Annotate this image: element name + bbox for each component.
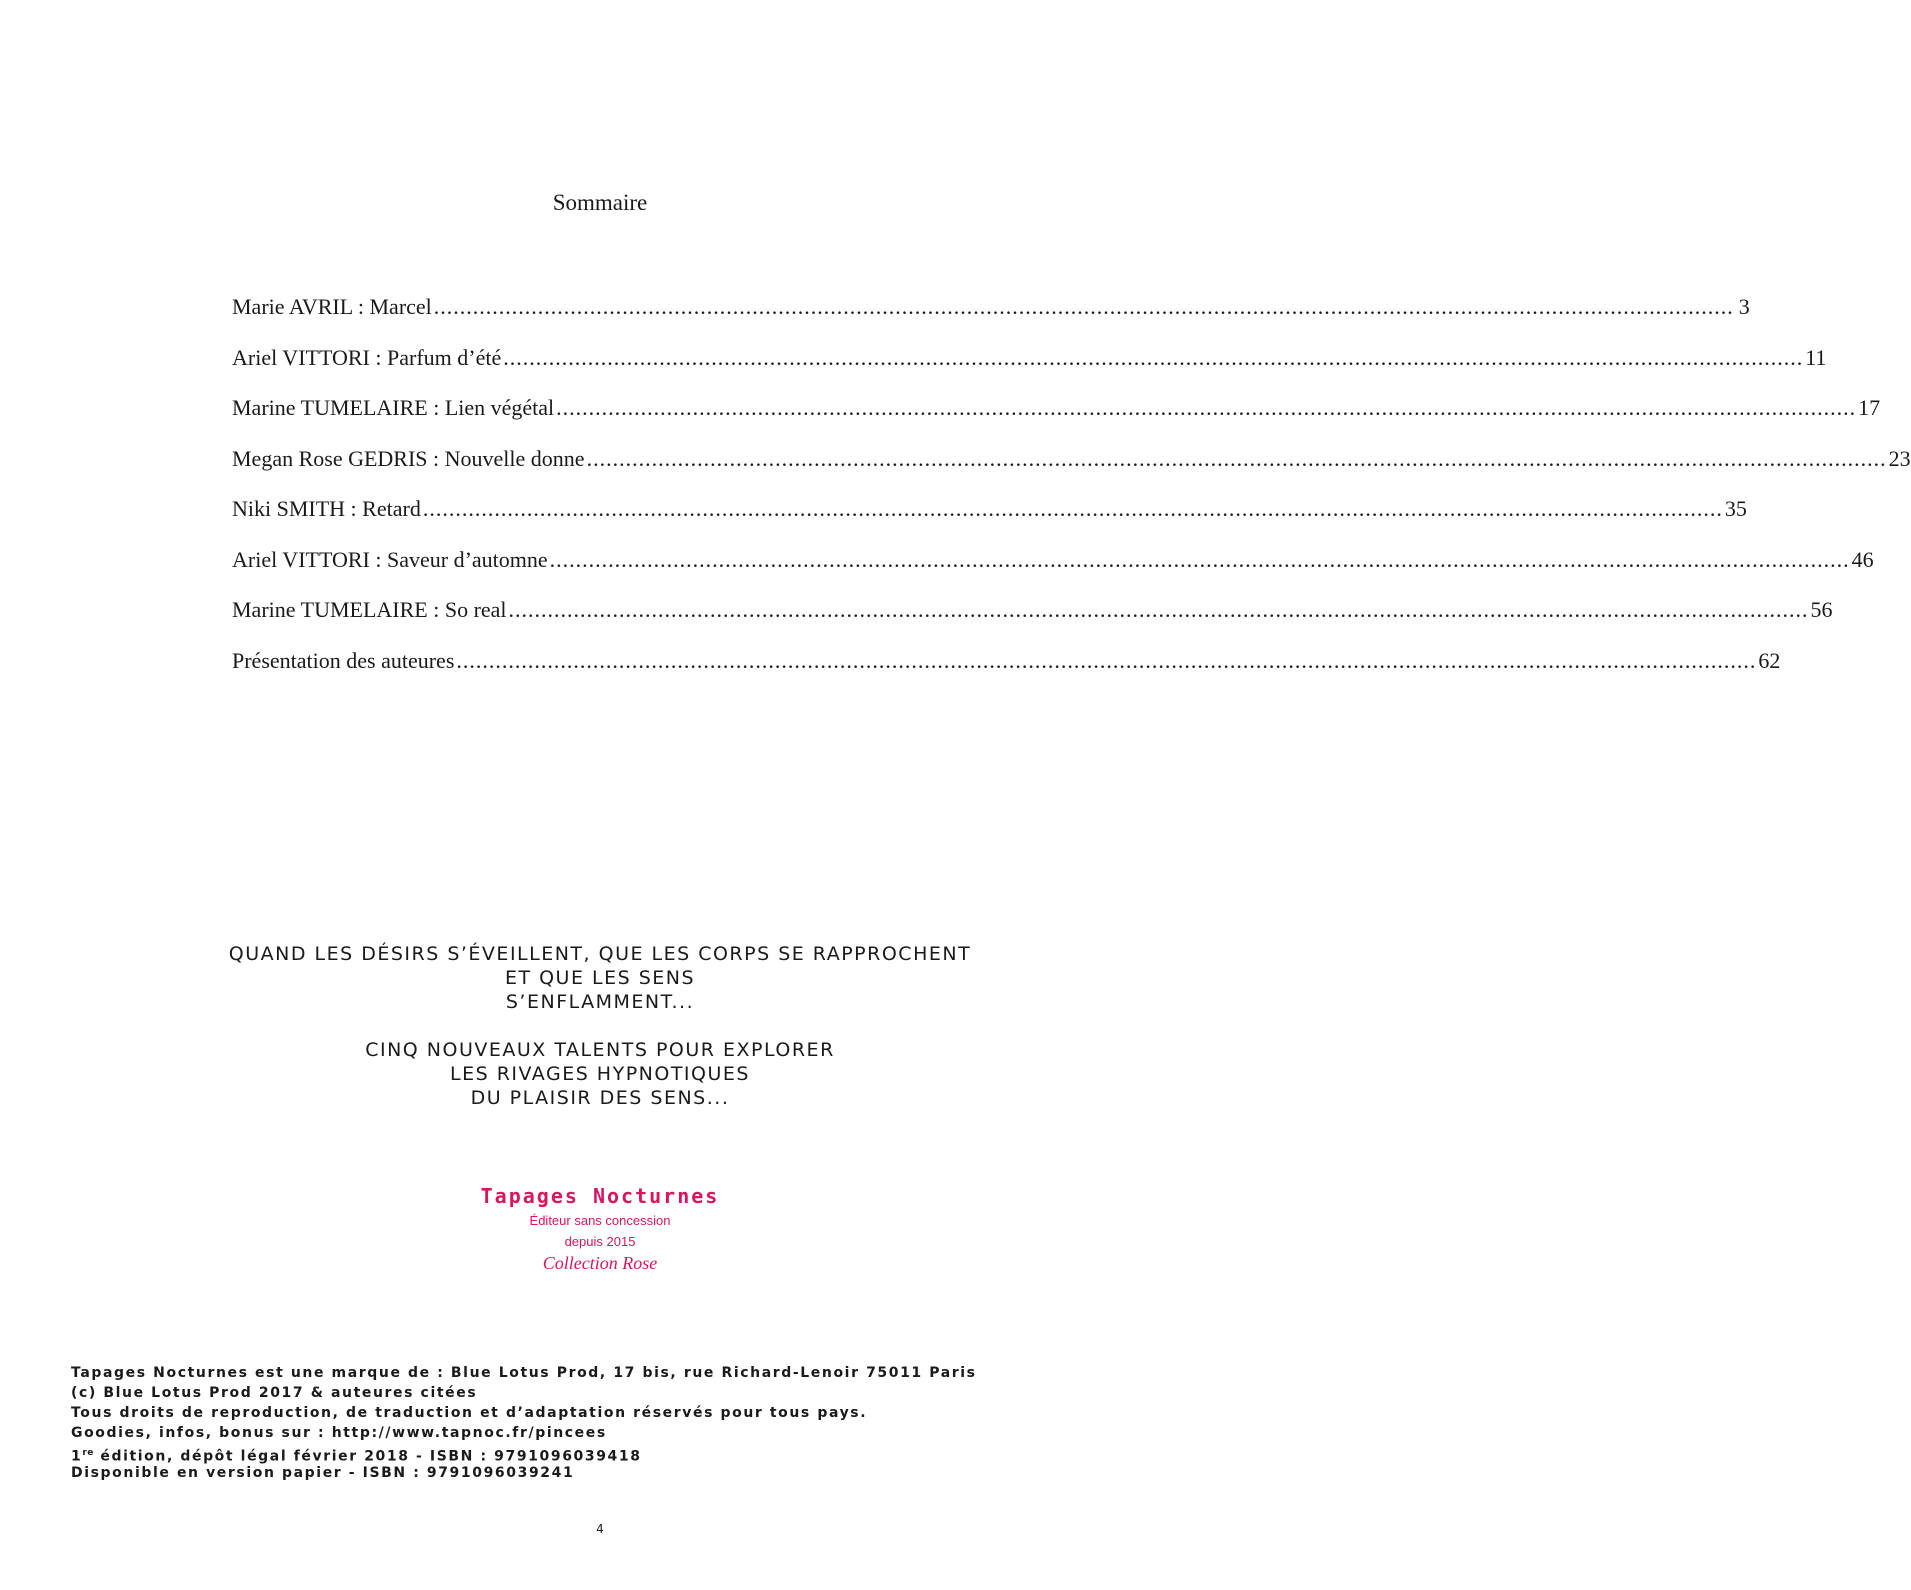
legal-notice [71,1363,1131,1483]
legal-line-website: Goodies, infos, bonus sur : http://www.tapnoc.fr/pincees [71,1425,607,1441]
toc-entry-page: 35 [1724,496,1747,521]
edition-ordinal: re [82,1448,94,1458]
toc-dot-leader: ........................................................................................................................................................................................................ [503,344,1804,370]
toc-entry-label: Présentation des auteures [232,647,455,673]
toc-entry-label: Niki SMITH : Retard [232,496,421,521]
toc-entry [232,445,1911,497]
toc-entry-label: Marine TUMELAIRE : Lien végétal [232,395,555,420]
toc-entry-page: 23 [1888,445,1911,471]
publisher-tagline: Éditeur sans concession [529,1213,671,1228]
toc-entry-page: 17 [1858,395,1881,420]
tagline-line: DU PLAISIR DES SENS... [470,1087,730,1109]
toc-dot-leader: ........................................................................................................................................................................................................ [556,395,1857,420]
legal-line-copyright: (c) Blue Lotus Prod 2017 & auteures citées [71,1385,478,1401]
toc-dot-leader: ........................................................................................................................................................................................................ [549,546,1850,572]
toc-entry-page: 56 [1810,597,1833,622]
toc-entry [232,344,1827,396]
tagline-line: LES RIVAGES HYPNOTIQUES [450,1063,750,1085]
toc-title: Sommaire [552,190,648,215]
toc-entry-page: 62 [1758,647,1781,673]
page-number: 4 [596,1522,604,1536]
tagline-line: CINQ NOUVEAUX TALENTS POUR EXPLORER [365,1039,835,1061]
tagline-block-1 [0,942,1200,1014]
toc-dot-leader: ........................................................................................................................................................................................................ [586,445,1887,471]
toc-entry [232,294,1750,345]
publisher-name: Tapages Nocturnes [480,1184,720,1208]
toc-entry-page: 3 [1738,294,1750,319]
publisher-logo-block [0,1184,1200,1274]
edition-details: édition, dépôt légal février 2018 - ISBN : 9791096039418 [93,1448,642,1465]
toc-entry [232,546,1874,598]
toc-entry [232,647,1781,699]
toc-entry-label: Megan Rose GEDRIS : Nouvelle donne [232,445,585,471]
legal-line-paper-isbn: Disponible en version papier - ISBN : 9791096039241 [71,1465,575,1481]
toc-dot-leader: ........................................................................................................................................................................................................ [422,496,1723,521]
toc-dot-leader: ........................................................................................................................................................................................................ [456,647,1757,673]
table-of-contents [232,294,1911,698]
edition-number: 1 [71,1448,83,1465]
toc-entry [232,395,1881,446]
toc-entry-label: Marine TUMELAIRE : So real [232,597,507,622]
legal-line-edition [71,1443,1131,1463]
tagline-line: QUAND LES DÉSIRS S’ÉVEILLENT, QUE LES CORPS SE RAPPROCHENT [228,943,972,965]
tagline-line: ET QUE LES SENS [504,967,696,989]
toc-entry-page: 11 [1805,344,1827,370]
toc-entry-label: Ariel VITTORI : Parfum d’été [232,344,502,370]
toc-entry [232,496,1747,547]
toc-entry [232,597,1833,648]
toc-entry-label: Marie AVRIL : Marcel [232,294,432,319]
toc-dot-leader: ........................................................................................................................................................................................................ [508,597,1809,622]
toc-entry-label: Ariel VITTORI : Saveur d’automne [232,546,548,572]
toc-entry-page: 46 [1851,546,1874,572]
publisher-since: depuis 2015 [564,1234,636,1249]
legal-line-publisher: Tapages Nocturnes est une marque de : Blue Lotus Prod, 17 bis, rue Richard-Lenoir 75011 Paris [71,1365,977,1381]
tagline-block-2 [0,1038,1200,1110]
legal-line-rights: Tous droits de reproduction, de traduction et d’adaptation réservés pour tous pays. [71,1405,868,1421]
collection-name: Collection Rose [542,1253,658,1273]
tagline-line: S’ENFLAMMENT... [505,991,695,1013]
toc-dot-leader: ........................................................................................................................................................................................................ [433,294,1734,319]
